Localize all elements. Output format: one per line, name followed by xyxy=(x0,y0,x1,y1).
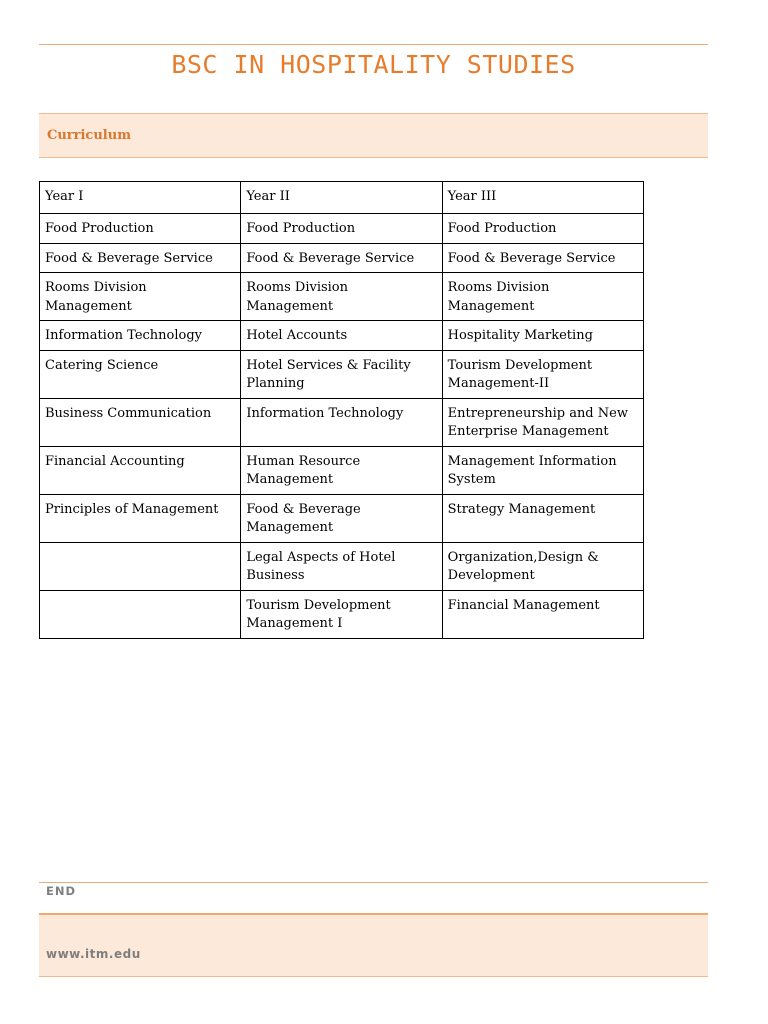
table-cell: Food & Beverage Service xyxy=(442,243,643,273)
table-row xyxy=(40,273,644,321)
table-row xyxy=(40,542,644,590)
table-cell: Food & Beverage Service xyxy=(40,243,241,273)
table-row xyxy=(40,243,644,273)
table-cell: Food Production xyxy=(442,214,643,244)
section-label: Curriculum xyxy=(47,128,131,143)
table-cell: Legal Aspects of Hotel Business xyxy=(241,542,442,590)
table-cell: Organization,Design & Development xyxy=(442,542,643,590)
table-cell: Financial Accounting xyxy=(40,446,241,494)
table-cell: Food Production xyxy=(241,214,442,244)
table-row xyxy=(40,350,644,398)
table-cell: Food Production xyxy=(40,214,241,244)
table-cell: Hospitality Marketing xyxy=(442,321,643,351)
table-row xyxy=(40,321,644,351)
table-cell: Information Technology xyxy=(40,321,241,351)
header-year-1: Year I xyxy=(40,182,241,214)
table-cell: Entrepreneurship and New Enterprise Management xyxy=(442,398,643,446)
table-cell: Food & Beverage Management xyxy=(241,494,442,542)
table-cell: Strategy Management xyxy=(442,494,643,542)
table-cell: Rooms Division Management xyxy=(40,273,241,321)
page-title: BSC IN HOSPITALITY STUDIES xyxy=(171,50,576,79)
table-cell: Rooms Division Management xyxy=(241,273,442,321)
table-cell: Food & Beverage Service xyxy=(241,243,442,273)
section-header xyxy=(39,113,708,158)
table-cell xyxy=(40,542,241,590)
table-row xyxy=(40,398,644,446)
table-cell: Rooms Division Management xyxy=(442,273,643,321)
table-row xyxy=(40,590,644,638)
curriculum-table xyxy=(39,181,644,639)
table-cell: Information Technology xyxy=(241,398,442,446)
table-header-row xyxy=(40,182,644,214)
top-divider xyxy=(39,44,708,45)
table-cell: Business Communication xyxy=(40,398,241,446)
table-cell: Financial Management xyxy=(442,590,643,638)
table-cell: Tourism Development Management-II xyxy=(442,350,643,398)
footer-url: www.itm.edu xyxy=(46,947,141,961)
table-row xyxy=(40,214,644,244)
table-cell: Catering Science xyxy=(40,350,241,398)
table-cell: Human Resource Management xyxy=(241,446,442,494)
table-cell: Management Information System xyxy=(442,446,643,494)
table-row xyxy=(40,494,644,542)
header-year-3: Year III xyxy=(442,182,643,214)
header-year-2: Year II xyxy=(241,182,442,214)
table-cell: Hotel Accounts xyxy=(241,321,442,351)
table-row xyxy=(40,446,644,494)
table-cell: Hotel Services & Facility Planning xyxy=(241,350,442,398)
table-cell: Tourism Development Management I xyxy=(241,590,442,638)
end-divider xyxy=(39,882,708,883)
end-label: END xyxy=(46,884,77,898)
table-cell xyxy=(40,590,241,638)
footer xyxy=(39,913,708,977)
table-cell: Principles of Management xyxy=(40,494,241,542)
